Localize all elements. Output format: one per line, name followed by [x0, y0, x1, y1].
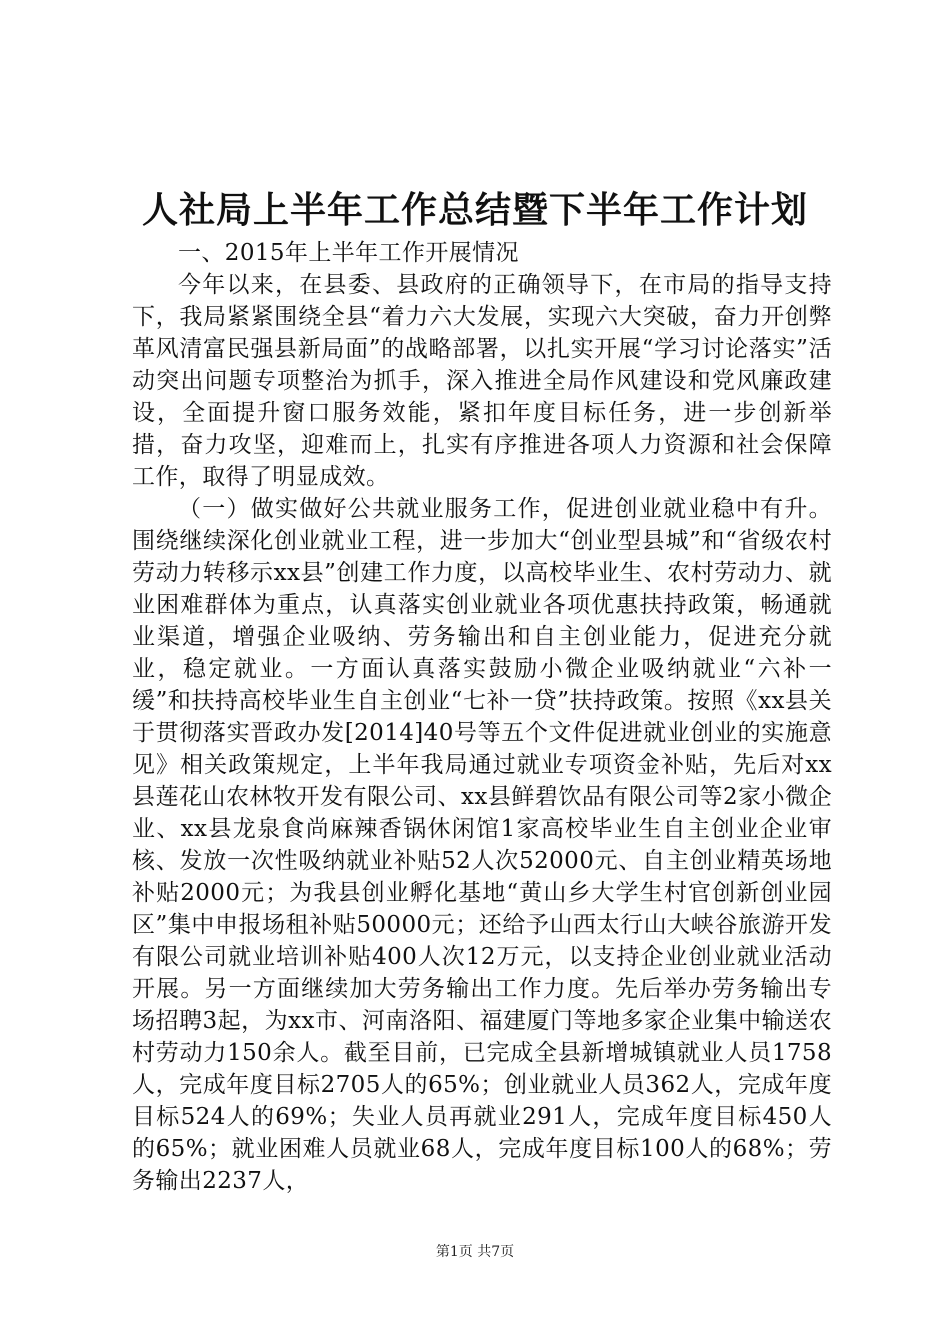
- paragraph-intro: 今年以来，在县委、县政府的正确领导下，在市局的指导支持下，我局紧紧围绕全县“着力六大发展，实现六大突破，奋力开创弊革风清富民强县新局面”的战略部署，以扎实开展“学习讨论落实”活动突出问题专项整治为抓手，深入推进全局作风建设和党风廉政建设，全面提升窗口服务效能，紧扣年度目标任务，进一步创新举措，奋力攻坚，迎难而上，扎实有序推进各项人力资源和社会保障工作，取得了明显成效。: [132, 272, 832, 490]
- page-footer: 第1页 共7页: [435, 1244, 515, 1260]
- section-heading: 一、2015年上半年工作开展情况: [178, 240, 519, 266]
- document-title: 人社局上半年工作总结暨下半年工作计划: [141, 189, 808, 231]
- document-body: [132, 237, 832, 1197]
- paragraph-employment-services: （一）做实做好公共就业服务工作，促进创业就业稳中有升。围绕继续深化创业就业工程，进一步加大“创业型县城”和“省级农村劳动力转移示xx县”创建工作力度，以高校毕业生、农村劳动力、就业困难群体为重点，认真落实创业就业各项优惠扶持政策，畅通就业渠道，增强企业吸纳、劳务输出和自主创业能力，促进充分就业，稳定就业。一方面认真落实鼓励小微企业吸纳就业“六补一缓”和扶持高校毕业生自主创业“七补一贷”扶持政策。按照《xx县关于贯彻落实晋政办发[2014]40号等五个文件促进就业创业的实施意见》相关政策规定，上半年我局通过就业专项资金补贴，先后对xx县莲花山农林牧开发有限公司、xx县鲜碧饮品有限公司等2家小微企业、xx县龙泉食尚麻辣香锅休闲馆1家高校毕业生自主创业企业审核、发放一次性吸纳就业补贴52人次52000元、自主创业精英场地补贴2000元；为我县创业孵化基地“黄山乡大学生村官创新创业园区”集中申报场租补贴50000元；还给予山西太行山大峡谷旅游开发有限公司就业培训补贴400人次12万元，以支持企业创业就业活动开展。另一方面继续加大劳务输出工作力度。先后举办劳务输出专场招聘3起，为xx市、河南洛阳、福建厦门等地多家企业集中输送农村劳动力150余人。截至目前，已完成全县新增城镇就业人员1758人，完成年度目标2705人的65%；创业就业人员362人，完成年度目标524人的69%；失业人员再就业291人，完成年度目标450人的65%；就业困难人员就业68人，完成年度目标100人的68%；劳务输出2237人，: [132, 496, 832, 1194]
